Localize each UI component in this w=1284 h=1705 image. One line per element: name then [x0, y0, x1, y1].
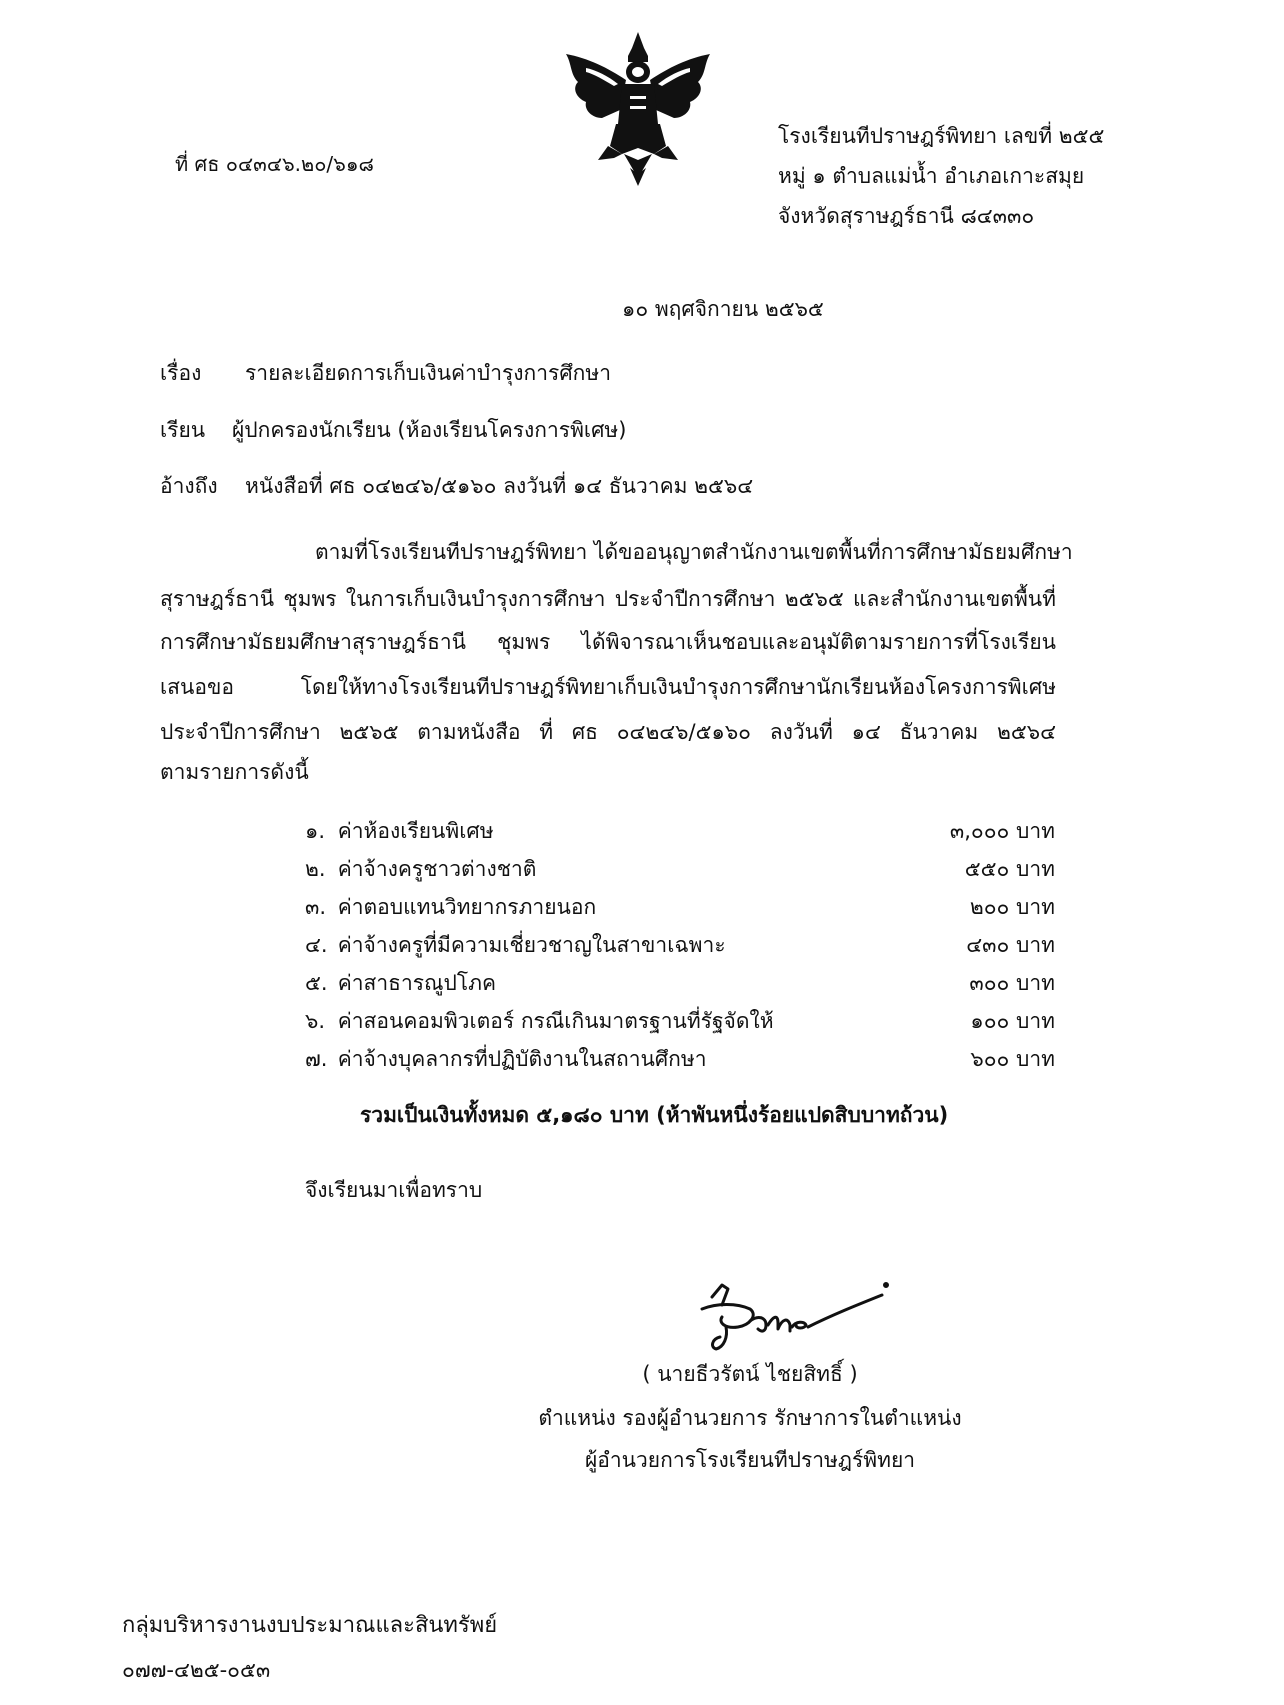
footer-department: กลุ่มบริหารงานงบประมาณและสินทรัพย์ — [122, 1613, 498, 1638]
school-address-line-3: จังหวัดสุราษฎร์ธานี ๘๔๓๓๐ — [778, 204, 1035, 228]
closing-text: จึงเรียนมาเพื่อทราบ — [305, 1178, 483, 1202]
signatory-position-line-1: ตำแหน่ง รองผู้อำนวยการ รักษาการในตำแหน่ง — [538, 1406, 962, 1430]
fee-item-amount: ๔๓๐ บาท — [966, 933, 1055, 957]
fee-item-label: ๖. ค่าสอนคอมพิวเตอร์ กรณีเกินมาตรฐานที่รัฐจัดให้ — [305, 1009, 774, 1033]
recipient-text: ผู้ปกครองนักเรียน (ห้องเรียนโครงการพิเศษ) — [232, 418, 627, 442]
garuda-emblem-icon — [558, 28, 718, 188]
fee-item-amount: ๒๐๐ บาท — [969, 895, 1055, 919]
subject-text: รายละเอียดการเก็บเงินค่าบำรุงการศึกษา — [245, 361, 612, 385]
body-line-6: ตามรายการดังนี้ — [160, 760, 309, 784]
handwritten-signature — [692, 1275, 892, 1355]
subject-label: เรื่อง — [160, 361, 202, 385]
fee-item-amount: ๓๐๐ บาท — [969, 971, 1055, 995]
fee-item-label: ๓. ค่าตอบแทนวิทยากรภายนอก — [305, 895, 597, 919]
school-address-line-1: โรงเรียนทีปราษฎร์พิทยา เลขที่ ๒๕๕ — [778, 124, 1105, 148]
body-line-1: ตามที่โรงเรียนทีปราษฎร์พิทยา ได้ขออนุญาตสำนักงานเขตพื้นที่การศึกษามัธยมศึกษา — [315, 540, 1073, 564]
body-line-3: การศึกษามัธยมศึกษาสุราษฎร์ธานี ชุมพร ได้พิจารณาเห็นชอบและอนุมัติตามรายการที่โรงเรียน — [160, 630, 1056, 654]
fee-item-amount: ๑๐๐ บาท — [970, 1009, 1055, 1033]
total-amount-line: รวมเป็นเงินทั้งหมด ๕,๑๘๐ บาท (ห้าพันหนึ่งร้อยแปดสิบบาทถ้วน) — [360, 1103, 949, 1127]
document-ref-number: ที่ ศธ ๐๔๓๔๖.๒๐/๖๑๘ — [175, 152, 374, 176]
fee-item-label: ๕. ค่าสาธารณูปโภค — [305, 971, 497, 995]
reference-text: หนังสือที่ ศธ ๐๔๒๔๖/๕๑๖๐ ลงวันที่ ๑๔ ธันวาคม ๒๕๖๔ — [245, 474, 754, 498]
fee-item-label: ๑. ค่าห้องเรียนพิเศษ — [305, 819, 494, 843]
signatory-name: ( นายธีวรัตน์ ไชยสิทธิ์ ) — [642, 1362, 858, 1386]
body-line-2: สุราษฎร์ธานี ชุมพร ในการเก็บเงินบำรุงการศึกษา ประจำปีการศึกษา ๒๕๖๕ และสำนักงานเขตพื้นที่ — [160, 587, 1056, 611]
fee-item-amount: ๕๕๐ บาท — [964, 857, 1055, 881]
footer-phone: ๐๗๗-๔๒๕-๐๕๓ — [122, 1658, 271, 1682]
fee-item-amount: ๓,๐๐๐ บาท — [949, 819, 1055, 843]
fee-item-label: ๒. ค่าจ้างครูชาวต่างชาติ — [305, 857, 537, 881]
body-line-4: เสนอขอ โดยให้ทางโรงเรียนทีปราษฎร์พิทยาเก็บเงินบำรุงการศึกษานักเรียนห้องโครงการพิเศษ — [160, 675, 1056, 699]
recipient-label: เรียน — [160, 418, 206, 442]
document-date: ๑๐ พฤศจิกายน ๒๕๖๕ — [622, 297, 824, 321]
fee-item-amount: ๖๐๐ บาท — [970, 1047, 1055, 1071]
fee-item-label: ๗. ค่าจ้างบุคลากรที่ปฏิบัติงานในสถานศึกษา — [305, 1047, 707, 1071]
school-address-line-2: หมู่ ๑ ตำบลแม่น้ำ อำเภอเกาะสมุย — [778, 164, 1085, 188]
fee-item-label: ๔. ค่าจ้างครูที่มีความเชี่ยวชาญในสาขาเฉพาะ — [305, 933, 726, 957]
signatory-position-line-2: ผู้อำนวยการโรงเรียนทีปราษฎร์พิทยา — [584, 1448, 916, 1472]
reference-label: อ้างถึง — [160, 474, 218, 498]
body-line-5: ประจำปีการศึกษา ๒๕๖๕ ตามหนังสือ ที่ ศธ ๐๔๒๔๖/๕๑๖๐ ลงวันที่ ๑๔ ธันวาคม ๒๕๖๔ — [160, 720, 1056, 744]
